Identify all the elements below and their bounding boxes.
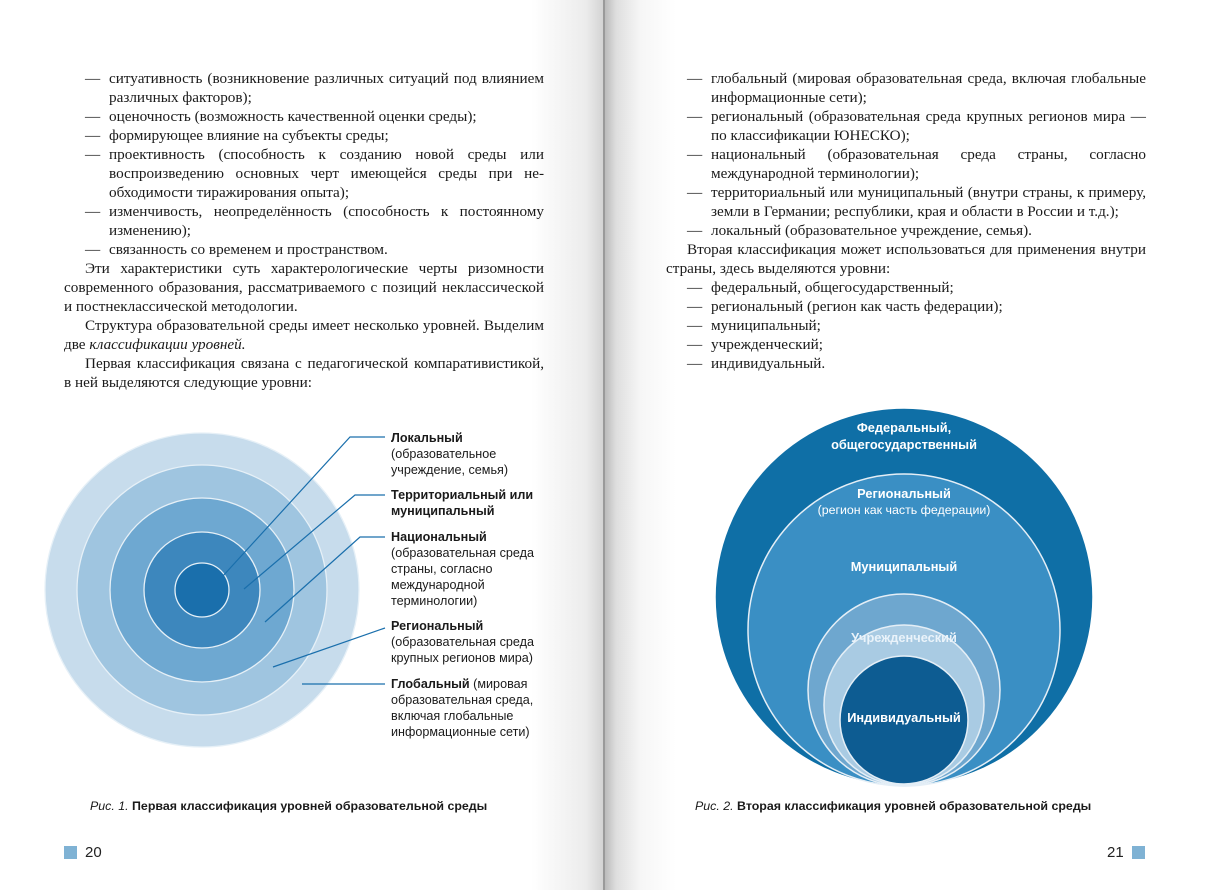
list-item: — региональный (регион как часть федерации);: [687, 298, 1003, 315]
list-item: — локальный (образовательное учреждение, семья).: [687, 222, 1032, 239]
list-item: — ситуативность (возникновение различных ситуаций под влиянием различных факторов);: [85, 70, 544, 106]
paragraph-structure: Структура образовательной среды имеет несколько уровней. Выделим две классификации уровней.: [64, 317, 544, 353]
label-regional: Региональный (образовательная среда крупных регионов мира): [391, 619, 534, 665]
page-marker-square: [1132, 846, 1145, 859]
text-municipal: Муниципальный: [850, 559, 958, 574]
list-item: — муниципальный;: [687, 317, 821, 334]
paragraph-first-classification: Первая классификация связана с педагогической компаративистикой, в ней выделяются следующие уровни:: [64, 355, 544, 391]
list-item: — связанность со временем и пространством.: [85, 241, 388, 258]
label-local: Локальный (образовательное учреждение, семья): [391, 431, 509, 477]
list-item: — учрежденческий;: [687, 336, 824, 353]
label-territorial: Территориальный или муниципальный: [391, 488, 534, 518]
emphasis-classifications: классификации уровней.: [89, 336, 246, 353]
figure-1-caption: Рис. 1. Первая классификация уровней образовательной среды: [90, 799, 488, 813]
list-item: — оценочность (возможность качественной оценки среды);: [85, 108, 477, 125]
list-item: — региональный (образовательная среда крупных регионов мира — по классификации ЮНЕСКО);: [687, 108, 1146, 144]
list-item: — формирующее влияние на субъекты среды;: [85, 127, 389, 144]
list-item: — национальный (образовательная среда страны, согласно международной терминологии);: [687, 146, 1146, 182]
list-item: — проективность (способность к созданию новой среды или воспроизведению основных черт имеющейся среды при необходимости тиражирования опыта);: [85, 146, 544, 201]
text-federal-line1: Федеральный,: [856, 420, 952, 435]
list-item: — федеральный, общегосударственный;: [687, 279, 954, 296]
text-regional: Региональный: [857, 486, 951, 501]
list-item: — глобальный (мировая образовательная среда, включая глобальные информационные сети);: [687, 70, 1146, 106]
list-item: — индивидуальный.: [687, 355, 826, 372]
text-institutional: Учрежденческий: [851, 630, 957, 645]
page-number-right: 21: [1107, 844, 1145, 861]
text-individual: Индивидуальный: [847, 710, 961, 725]
label-global: Глобальный (мировая образовательная среда, включая глобальные информационные сети): [391, 677, 534, 739]
label-national: Национальный (образовательная среда страны, согласно международной терминологии): [391, 530, 534, 608]
text-regional-desc: (регион как часть федерации): [817, 503, 991, 517]
paragraph-second-classification: Вторая классификация может использоваться для применения внутри страны, здесь выделяются уровни:: [666, 241, 1146, 277]
paragraph-characteristics: Эти характеристики суть характерологические черты ризомности современного образования, рассматриваемого с позиций неклассической и постнеклассической методологии.: [64, 260, 544, 315]
page-number-left: 20: [64, 844, 102, 861]
text-federal-line2: общегосударственный: [831, 437, 977, 452]
list-item: — территориальный или муниципальный (внутри страны, к примеру, земли в Германии; республики, края и области в России и т.д.);: [687, 184, 1146, 220]
list-item: — изменчивость, неопределённость (способность к постоянному изменению);: [85, 203, 544, 239]
figure-2-caption: Рис. 2. Вторая классификация уровней образовательной среды: [695, 799, 1092, 813]
